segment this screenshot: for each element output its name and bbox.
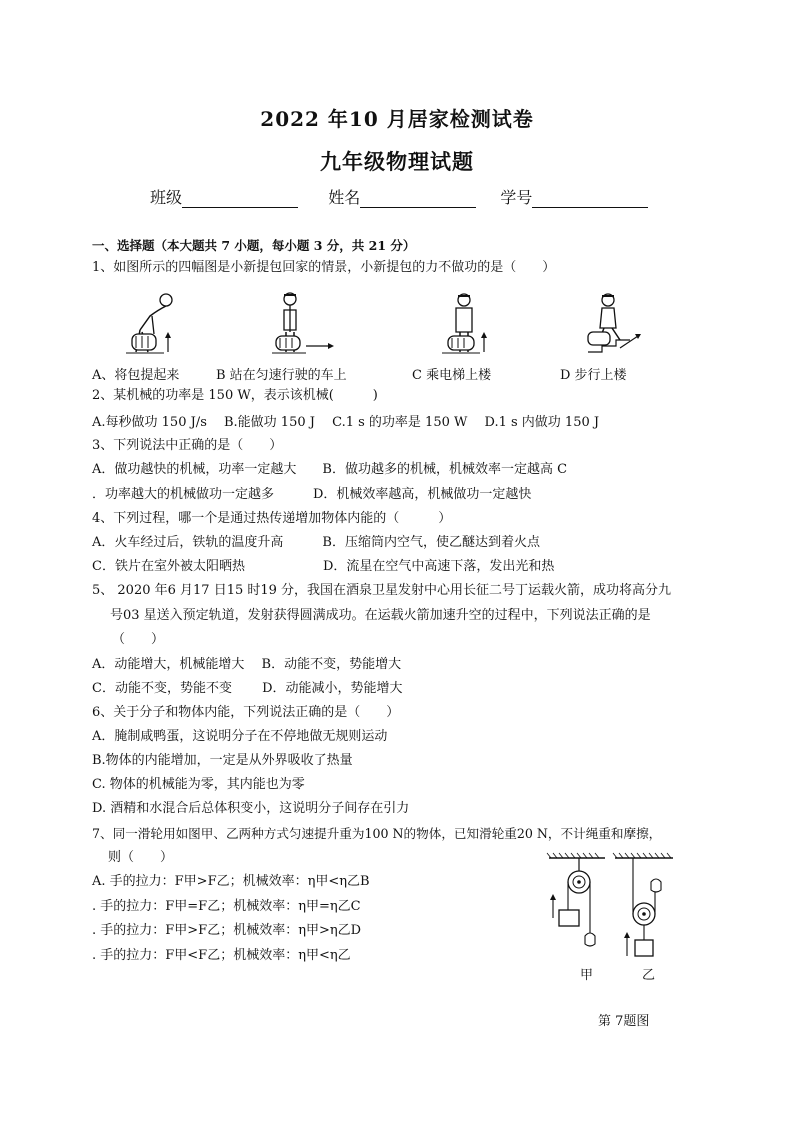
q1-option-c: C 乘电梯上楼 — [412, 368, 492, 383]
q7-stem-line2: 则（ ） — [108, 850, 174, 865]
weight-block-yi — [635, 940, 653, 956]
q7-figure-label-yi: 乙 — [642, 968, 656, 983]
person-on-moving-car-icon — [268, 290, 338, 360]
q7-option-b: . 手的拉力：F甲=F乙；机械效率：η甲=η乙C — [92, 899, 361, 914]
name-blank[interactable] — [360, 189, 476, 208]
q3-options-line2: ．功率越大的机械做功一定越多 D．机械效率越高，机械做功一定越快 — [92, 487, 532, 502]
q6-option-d: D. 酒精和水混合后总体积变小，这说明分子间存在引力 — [92, 801, 410, 816]
q7-option-d: . 手的拉力：F甲<F乙；机械效率：η甲<η乙 — [92, 948, 351, 963]
q3-options-line1: A．做功越快的机械，功率一定越大 B．做功越多的机械，机械效率一定越高 C — [92, 462, 568, 477]
q5-stem-line2: 号03 星送入预定轨道，发射获得圆满成功。在运载火箭加速升空的过程中，下列说法正确的是 — [110, 608, 651, 623]
person-in-elevator-icon — [438, 290, 508, 360]
q2-stem: 2、某机械的功率是 150 W，表示该机械( ) — [92, 388, 378, 403]
q7-option-c: . 手的拉力：F甲>F乙；机械效率：η甲>η乙D — [92, 923, 362, 938]
weight-block-jia — [559, 910, 579, 926]
section-heading: 一、选择题（本大题共 7 小题，每小题 3 分，共 21 分） — [92, 238, 416, 253]
q1-stem: 1、如图所示的四幅图是小新提包回家的情景，小新提包的力不做功的是（ ） — [92, 260, 556, 275]
class-blank[interactable] — [182, 189, 298, 208]
q1-figure-c — [438, 290, 508, 360]
id-label: 学号 — [500, 188, 533, 207]
q5-options-line2: C．动能不变，势能不变 D．动能减小，势能增大 — [92, 681, 403, 696]
q6-option-b: B.物体的内能增加，一定是从外界吸收了热量 — [92, 753, 353, 768]
q6-option-c: C. 物体的机械能为零，其内能也为零 — [92, 777, 305, 792]
person-lifting-bag-icon — [118, 290, 188, 360]
student-info-row — [150, 185, 648, 208]
q1-option-d: D 步行上楼 — [560, 368, 627, 383]
q5-options-line1: A．动能增大，机械能增大 B．动能不变，势能增大 — [92, 657, 402, 672]
exam-title: 2022 年10 月居家检测试卷 — [260, 107, 534, 131]
q4-stem: 4、下列过程，哪一个是通过热传递增加物体内能的（ ） — [92, 511, 452, 526]
q1-option-a: A、将包提起来 — [92, 368, 180, 383]
id-blank[interactable] — [532, 189, 648, 208]
q4-options-line1: A．火车经过后，铁轨的温度升高 B．压缩筒内空气，使乙醚达到着火点 — [92, 535, 540, 550]
q2-options: A.每秒做功 150 J/s B.能做功 150 J C.1 s 的功率是 150 W D.1 s 内做功 150 J — [92, 415, 600, 430]
q1-figure-b — [268, 290, 338, 360]
q1-option-b: B 站在匀速行驶的车上 — [216, 368, 347, 383]
q6-option-a: A．腌制咸鸭蛋，这说明分子在不停地做无规则运动 — [92, 729, 388, 744]
q4-options-line2: C．铁片在室外被太阳晒热 D．流星在空气中高速下落，发出光和热 — [92, 559, 555, 574]
class-label: 班级 — [150, 188, 183, 207]
q5-stem-line1: 5、 2020 年6 月17 日15 时19 分，我国在酒泉卫星发射中心用长征二号丁运载火箭，成功将高分九 — [92, 583, 672, 598]
name-label: 姓名 — [328, 188, 361, 207]
q7-pulley-figure — [545, 852, 675, 980]
q7-option-a: A. 手的拉力：F甲>F乙；机械效率：η甲<η乙B — [92, 874, 370, 889]
q7-stem-line1: 7、同一滑轮用如图甲、乙两种方式匀速提升重为100 N的物体，已知滑轮重20 N，不计绳重和摩擦， — [92, 826, 662, 841]
q1-figure-d — [580, 290, 650, 360]
person-walking-upstairs-icon — [580, 290, 650, 360]
q7-figure-label-jia: 甲 — [580, 968, 594, 983]
q1-figure-a — [118, 290, 188, 360]
q3-stem: 3、下列说法中正确的是（ ） — [92, 438, 283, 453]
q7-figure-caption: 第 7题图 — [598, 1014, 650, 1029]
q5-stem-line3: （ ） — [112, 632, 165, 647]
q6-stem: 6、关于分子和物体内能，下列说法正确的是（ ） — [92, 705, 400, 720]
exam-subtitle: 九年级物理试题 — [320, 149, 474, 174]
hand-icon — [585, 933, 595, 946]
